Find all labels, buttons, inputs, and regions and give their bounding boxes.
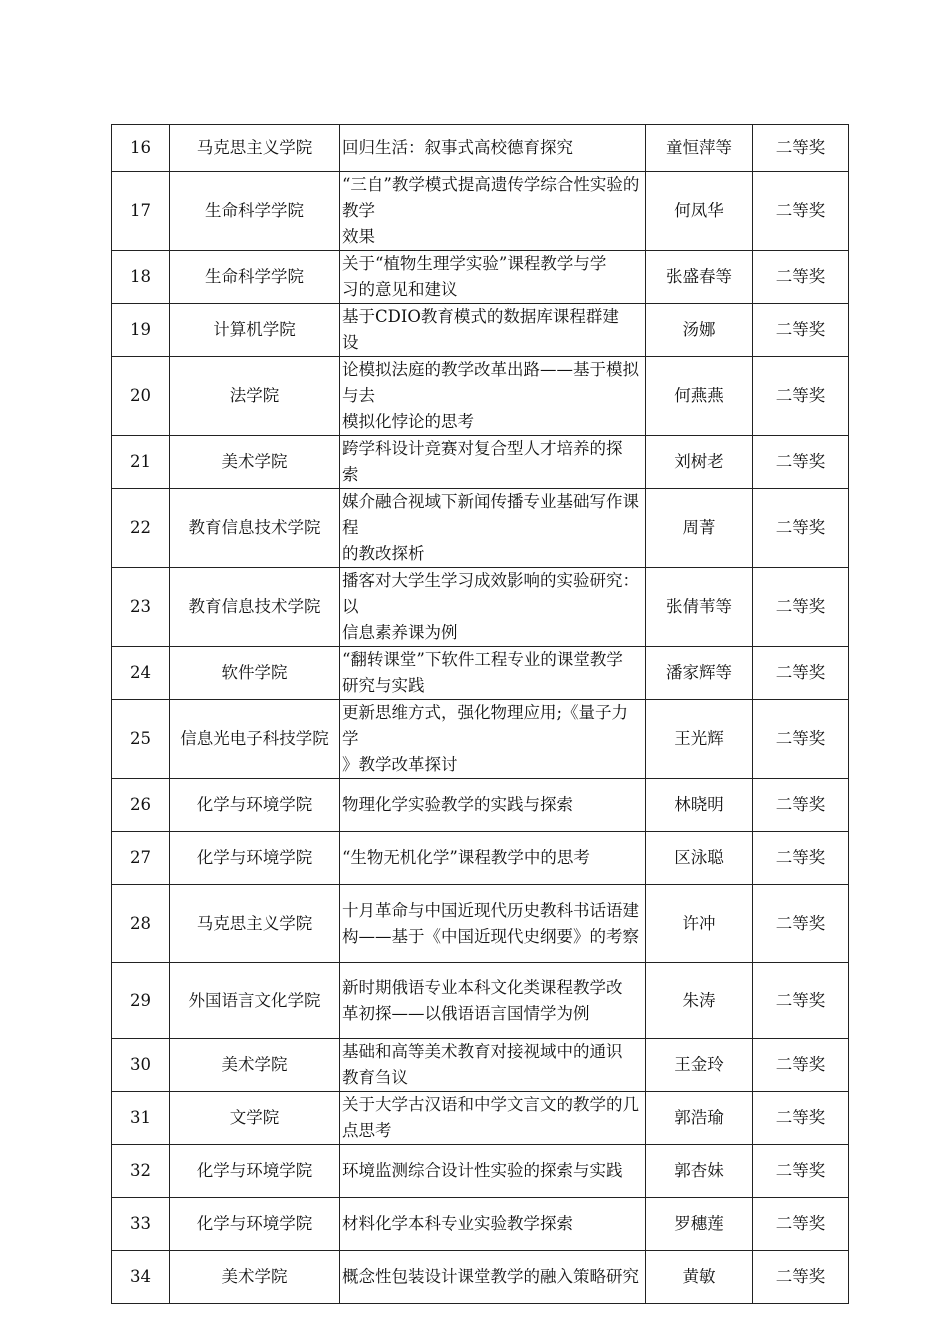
- award-level: 二等奖: [753, 568, 849, 647]
- paper-title: [340, 885, 646, 963]
- table-row: [112, 963, 849, 1039]
- table-row: [112, 489, 849, 568]
- row-number: 18: [112, 251, 170, 304]
- author-name: 何燕燕: [646, 357, 753, 436]
- paper-title: [340, 1251, 646, 1304]
- paper-title-line: 媒介融合视域下新闻传播专业基础写作课程: [342, 492, 639, 537]
- paper-title-line: “三自”教学模式提高遗传学综合性实验的教学: [342, 175, 640, 220]
- paper-title-line: 基础和高等美术教育对接视域中的通识: [342, 1042, 623, 1061]
- row-number: 21: [112, 436, 170, 489]
- author-name: 童恒萍等: [646, 125, 753, 172]
- college-name: 教育信息技术学院: [170, 568, 340, 647]
- college-name: 法学院: [170, 357, 340, 436]
- paper-title-line: 索: [342, 465, 359, 484]
- paper-title-line: 基于CDIO教育模式的数据库课程群建: [342, 307, 619, 326]
- paper-title-line: 更新思维方式，强化物理应用;《量子力学: [342, 703, 629, 748]
- paper-title: [340, 568, 646, 647]
- awards-table-body: [112, 125, 849, 1304]
- author-name: 林晓明: [646, 779, 753, 832]
- paper-title: [340, 963, 646, 1039]
- college-name: 教育信息技术学院: [170, 489, 340, 568]
- paper-title-line: 材料化学本科专业实验教学探索: [342, 1214, 573, 1233]
- paper-title: [340, 489, 646, 568]
- author-name: 朱涛: [646, 963, 753, 1039]
- table-row: [112, 647, 849, 700]
- author-name: 黄敏: [646, 1251, 753, 1304]
- award-level: 二等奖: [753, 832, 849, 885]
- row-number: 28: [112, 885, 170, 963]
- paper-title-line: 》教学改革探讨: [342, 755, 458, 774]
- college-name: 外国语言文化学院: [170, 963, 340, 1039]
- award-level: 二等奖: [753, 1092, 849, 1145]
- paper-title: [340, 647, 646, 700]
- author-name: 王光辉: [646, 700, 753, 779]
- table-row: [112, 832, 849, 885]
- paper-title-line: 设: [342, 333, 359, 352]
- paper-title-line: 习的意见和建议: [342, 280, 458, 299]
- paper-title-line: 新时期俄语专业本科文化类课程教学改: [342, 977, 623, 997]
- author-name: 刘树老: [646, 436, 753, 489]
- table-row: [112, 568, 849, 647]
- paper-title: [340, 125, 646, 172]
- author-name: 周菁: [646, 489, 753, 568]
- row-number: 32: [112, 1145, 170, 1198]
- table-row: [112, 1198, 849, 1251]
- paper-title-line: 教育刍议: [342, 1068, 408, 1087]
- award-level: 二等奖: [753, 963, 849, 1039]
- author-name: 何凤华: [646, 172, 753, 251]
- paper-title-line: 论模拟法庭的教学改革出路——基于模拟与去: [342, 360, 639, 405]
- college-name: 信息光电子科技学院: [170, 700, 340, 779]
- college-name: 生命科学学院: [170, 172, 340, 251]
- paper-title-line: “翻转课堂”下软件工程专业的课堂教学: [342, 650, 623, 669]
- college-name: 计算机学院: [170, 304, 340, 357]
- paper-title-line: 概念性包装设计课堂教学的融入策略研究: [342, 1267, 639, 1286]
- row-number: 23: [112, 568, 170, 647]
- author-name: 汤娜: [646, 304, 753, 357]
- table-row: [112, 700, 849, 779]
- paper-title: [340, 1145, 646, 1198]
- paper-title-line: 点思考: [342, 1121, 392, 1140]
- table-row: [112, 251, 849, 304]
- award-level: 二等奖: [753, 436, 849, 489]
- college-name: 生命科学学院: [170, 251, 340, 304]
- row-number: 33: [112, 1198, 170, 1251]
- award-level: 二等奖: [753, 1039, 849, 1092]
- paper-title-line: 物理化学实验教学的实践与探索: [342, 795, 573, 814]
- paper-title-line: “生物无机化学”课程教学中的思考: [342, 848, 590, 867]
- table-row: [112, 885, 849, 963]
- paper-title-line: 环境监测综合设计性实验的探索与实践: [342, 1161, 623, 1180]
- row-number: 17: [112, 172, 170, 251]
- table-row: [112, 125, 849, 172]
- award-level: 二等奖: [753, 779, 849, 832]
- author-name: 罗穗莲: [646, 1198, 753, 1251]
- award-level: 二等奖: [753, 1198, 849, 1251]
- award-level: 二等奖: [753, 647, 849, 700]
- paper-title-line: 的教改探析: [342, 544, 425, 563]
- college-name: 美术学院: [170, 436, 340, 489]
- paper-title-line: 回归生活：叙事式高校德育探究: [342, 138, 573, 157]
- college-name: 美术学院: [170, 1039, 340, 1092]
- table-row: [112, 1145, 849, 1198]
- paper-title-line: 十月革命与中国近现代历史教科书话语建: [342, 900, 639, 920]
- table-row: [112, 357, 849, 436]
- table-row: [112, 1251, 849, 1304]
- paper-title-line: 跨学科设计竞赛对复合型人才培养的探: [342, 439, 623, 458]
- award-level: 二等奖: [753, 357, 849, 436]
- paper-title-line: 信息素养课为例: [342, 623, 458, 642]
- paper-title: [340, 779, 646, 832]
- award-level: 二等奖: [753, 885, 849, 963]
- college-name: 化学与环境学院: [170, 1198, 340, 1251]
- row-number: 26: [112, 779, 170, 832]
- row-number: 30: [112, 1039, 170, 1092]
- paper-title-line: 模拟化悖论的思考: [342, 412, 474, 431]
- college-name: 美术学院: [170, 1251, 340, 1304]
- award-level: 二等奖: [753, 1145, 849, 1198]
- row-number: 19: [112, 304, 170, 357]
- row-number: 29: [112, 963, 170, 1039]
- author-name: 郭浩瑜: [646, 1092, 753, 1145]
- author-name: 许冲: [646, 885, 753, 963]
- college-name: 文学院: [170, 1092, 340, 1145]
- college-name: 化学与环境学院: [170, 1145, 340, 1198]
- row-number: 27: [112, 832, 170, 885]
- paper-title-line: 研究与实践: [342, 676, 425, 695]
- paper-title: [340, 832, 646, 885]
- table-row: [112, 1039, 849, 1092]
- paper-title: [340, 357, 646, 436]
- row-number: 22: [112, 489, 170, 568]
- paper-title: [340, 304, 646, 357]
- paper-title: [340, 1198, 646, 1251]
- paper-title-line: 构——基于《中国近现代史纲要》的考察: [342, 926, 639, 946]
- author-name: 张倩苇等: [646, 568, 753, 647]
- paper-title-line: 革初探——以俄语语言国情学为例: [342, 1003, 590, 1023]
- table-row: [112, 304, 849, 357]
- college-name: 化学与环境学院: [170, 832, 340, 885]
- paper-title-line: 效果: [342, 227, 375, 246]
- row-number: 16: [112, 125, 170, 172]
- author-name: 张盛春等: [646, 251, 753, 304]
- paper-title-line: 关于大学古汉语和中学文言文的教学的几: [342, 1095, 639, 1114]
- award-level: 二等奖: [753, 1251, 849, 1304]
- paper-title-line: 播客对大学生学习成效影响的实验研究：以: [342, 571, 639, 616]
- table-row: [112, 172, 849, 251]
- college-name: 化学与环境学院: [170, 779, 340, 832]
- paper-title: [340, 172, 646, 251]
- row-number: 31: [112, 1092, 170, 1145]
- paper-title: [340, 436, 646, 489]
- author-name: 区泳聪: [646, 832, 753, 885]
- award-level: 二等奖: [753, 251, 849, 304]
- author-name: 潘家辉等: [646, 647, 753, 700]
- paper-title: [340, 1039, 646, 1092]
- paper-title: [340, 700, 646, 779]
- table-row: [112, 779, 849, 832]
- author-name: 王金玲: [646, 1039, 753, 1092]
- author-name: 郭杏妹: [646, 1145, 753, 1198]
- paper-title: [340, 251, 646, 304]
- table-row: [112, 1092, 849, 1145]
- award-level: 二等奖: [753, 125, 849, 172]
- table-row: [112, 436, 849, 489]
- college-name: 软件学院: [170, 647, 340, 700]
- award-level: 二等奖: [753, 304, 849, 357]
- paper-title-line: 关于“植物生理学实验”课程教学与学: [342, 254, 607, 273]
- award-level: 二等奖: [753, 700, 849, 779]
- paper-title: [340, 1092, 646, 1145]
- award-level: 二等奖: [753, 172, 849, 251]
- award-level: 二等奖: [753, 489, 849, 568]
- college-name: 马克思主义学院: [170, 885, 340, 963]
- row-number: 20: [112, 357, 170, 436]
- row-number: 34: [112, 1251, 170, 1304]
- row-number: 24: [112, 647, 170, 700]
- row-number: 25: [112, 700, 170, 779]
- college-name: 马克思主义学院: [170, 125, 340, 172]
- awards-table: [111, 124, 849, 1304]
